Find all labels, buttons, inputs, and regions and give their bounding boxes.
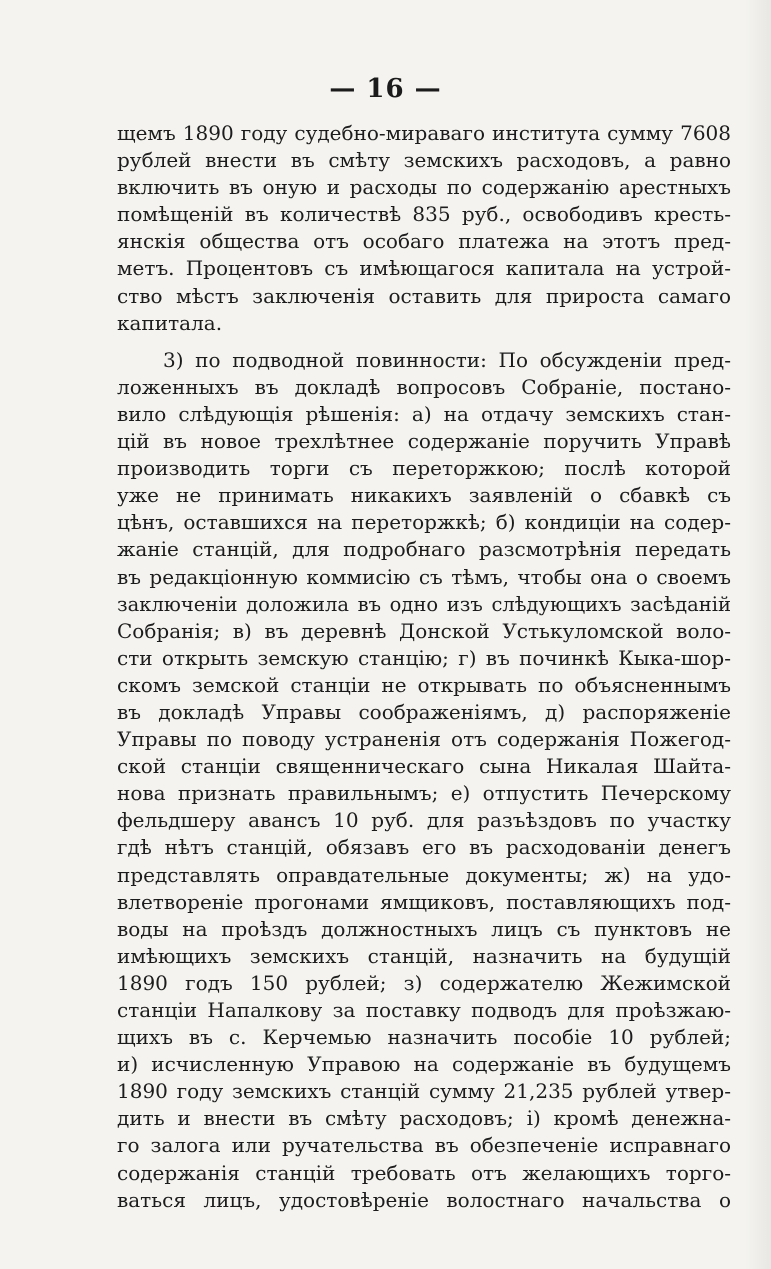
text-line: 1890 годъ 150 рублей; з) содержателю Жежимской: [117, 970, 731, 995]
text-line: скомъ земской станціи не открывать по объясненнымъ: [117, 672, 731, 697]
text-line: метъ. Процентовъ съ имѣющагося капитала на устрой-: [117, 256, 731, 281]
text-line: включить въ оную и расходы по содержанію арестныхъ: [117, 175, 731, 200]
text-line: вило слѣдующія рѣшенія: а) на отдачу земскихъ стан-: [117, 401, 731, 426]
text-line: дить и внести въ смѣту расходовъ; і) кромѣ денежна-: [117, 1106, 731, 1131]
text-line: станціи Напалкову за поставку подводъ для проѣзжаю-: [117, 998, 731, 1022]
text-line: и) исчисленную Управою на содержаніе въ будущемъ: [117, 1052, 731, 1077]
text-line: 3) по подводной повинности: По обсужденіи пред-: [163, 347, 731, 372]
text-line: заключеніи доложила въ одно изъ слѣдующихъ засѣданій: [117, 592, 731, 616]
text-line: 1890 году земскихъ станцій сумму 21,235 рублей утвер-: [117, 1079, 731, 1104]
text-line: производить торги съ переторжкою; послѣ которой: [117, 456, 731, 481]
text-line: щихъ въ с. Керчемью назначить пособіе 10 рублей;: [117, 1025, 731, 1050]
text-line: цій въ новое трехлѣтнее содержаніе поручить Управѣ: [117, 429, 731, 454]
text-line: влетвореніе прогонами ямщиковъ, поставляющихъ под-: [117, 889, 731, 914]
text-line: янскія общества отъ особаго платежа на этотъ пред-: [117, 229, 731, 254]
text-line: имѣющихъ земскихъ станцій, назначить на будущій: [117, 943, 731, 968]
text-line: капитала.: [117, 310, 223, 335]
page-text: [117, 120, 731, 1214]
text-line: уже не принимать никакихъ заявленій о сбавкѣ съ: [117, 483, 731, 508]
text-line: гдѣ нѣтъ станцій, обязавъ его въ расходованіи денегъ: [117, 835, 731, 860]
text-line: въ докладѣ Управы соображеніямъ, д) распоряженіе: [117, 699, 731, 724]
paragraph-gap: [117, 337, 731, 347]
text-line: ваться лицъ, удостовѣреніе волостнаго начальства о: [117, 1187, 731, 1212]
text-line: въ редакціонную коммисію съ тѣмъ, чтобы она о своемъ: [117, 564, 731, 589]
text-line: щемъ 1890 году судебно-мираваго института сумму 7608: [117, 121, 731, 145]
text-line: ской станціи священническаго сына Никалая Шайта-: [117, 754, 731, 779]
text-line: ложенныхъ въ докладѣ вопросовъ Собраніе, постано-: [117, 374, 731, 399]
text-line: жаніе станцій, для подробнаго разсмотрѣнія передать: [117, 537, 731, 562]
text-line: Собранія; в) въ деревнѣ Донской Устькуломской воло-: [117, 618, 731, 643]
text-line: цѣнъ, оставшихся на переторжкѣ; б) кондиціи на содер-: [117, 510, 731, 535]
text-line: фельдшеру авансъ 10 руб. для разъѣздовъ по участку: [117, 808, 731, 833]
text-line: го залога или ручательства въ обезпеченіе исправнаго: [117, 1133, 731, 1158]
text-line: воды на проѣздъ должностныхъ лицъ съ пунктовъ не: [117, 916, 731, 941]
text-line: ство мѣстъ заключенія оставить для прироста самаго: [117, 283, 731, 308]
text-line: Управы по поводу устраненія отъ содержанія Пожегод-: [117, 727, 731, 752]
text-line: представлять оправдательные документы; ж) на удо-: [117, 862, 731, 887]
page-number: — 16 —: [329, 74, 442, 104]
text-line: помѣщеній въ количествѣ 835 руб., освободивъ кресть-: [117, 202, 731, 227]
text-line: рублей внести въ смѣту земскихъ расходовъ, а равно: [117, 148, 731, 173]
text-line: содержанія станцій требовать отъ желающихъ торго-: [117, 1160, 731, 1185]
text-line: сти открыть земскую станцію; г) въ починкѣ Кыка-шор-: [117, 645, 731, 670]
text-line: нова признать правильнымъ; е) отпустить Печерскому: [117, 781, 731, 806]
